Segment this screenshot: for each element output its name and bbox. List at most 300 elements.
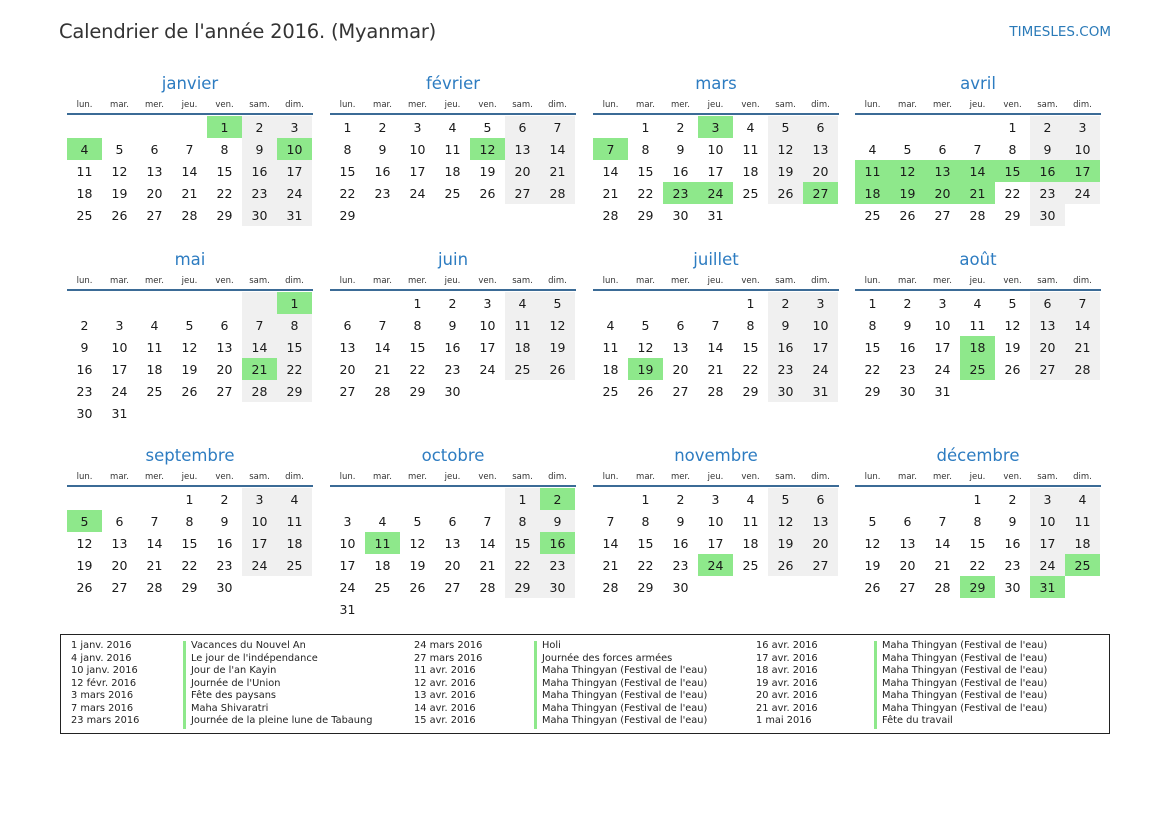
day-cell: 1 (746, 295, 755, 311)
legend-date: 12 avr. 2016 (414, 677, 476, 689)
day-cell: 31 (111, 405, 128, 421)
empty-cell (67, 488, 102, 510)
day-cell: 29 (277, 380, 312, 402)
day-cell: 8 (868, 317, 877, 333)
day-cell: 27 (339, 383, 356, 399)
day-cell: 14 (479, 535, 496, 551)
month-7 (593, 250, 839, 402)
day-cell: 20 (672, 361, 689, 377)
empty-cell (855, 488, 890, 510)
day-cell: 8 (641, 141, 650, 157)
weekday-label: sam. (1037, 472, 1058, 482)
empty-cell (172, 292, 207, 314)
day-cell: 21 (1065, 336, 1100, 358)
day-cell: 13 (803, 138, 838, 160)
weekday-label: mar. (898, 472, 917, 482)
month-name: février (425, 74, 481, 93)
weekday-label: jeu. (969, 472, 986, 482)
holiday-day: 5 (67, 510, 102, 532)
month-name: avril (960, 74, 996, 93)
day-cell: 13 (505, 138, 540, 160)
weekday-label: mar. (636, 100, 655, 110)
day-cell: 10 (707, 141, 724, 157)
day-cell: 29 (1004, 207, 1021, 223)
legend-holiday-name: Maha Thingyan (Festival de l'eau) (542, 690, 708, 701)
day-cell: 21 (707, 361, 724, 377)
day-cell: 31 (803, 380, 838, 402)
day-cell: 2 (768, 292, 803, 314)
day-cell: 12 (768, 138, 803, 160)
day-cell: 16 (672, 535, 689, 551)
day-cell: 21 (602, 185, 619, 201)
day-cell: 24 (111, 383, 128, 399)
empty-cell (593, 488, 628, 510)
day-cell: 23 (1004, 557, 1021, 573)
day-cell: 7 (606, 513, 615, 529)
day-cell: 24 (479, 361, 496, 377)
weekday-label: jeu. (707, 276, 724, 286)
day-cell: 2 (1030, 116, 1065, 138)
day-cell: 22 (409, 361, 426, 377)
weekday-label: ven. (215, 100, 234, 110)
weekday-label: ven. (215, 276, 234, 286)
day-cell: 8 (413, 317, 422, 333)
day-cell: 6 (803, 488, 838, 510)
day-cell: 15 (742, 339, 759, 355)
day-cell: 6 (150, 141, 159, 157)
day-cell: 2 (1008, 491, 1017, 507)
month-6 (330, 250, 576, 402)
weekday-label: dim. (811, 100, 830, 110)
day-cell: 9 (903, 317, 912, 333)
day-cell: 21 (146, 557, 163, 573)
day-cell: 19 (1004, 339, 1021, 355)
day-cell: 20 (803, 160, 838, 182)
day-cell: 17 (803, 336, 838, 358)
day-cell: 21 (934, 557, 951, 573)
day-cell: 28 (146, 579, 163, 595)
weekday-label: mer. (408, 472, 427, 482)
month-name: mai (174, 250, 206, 269)
day-cell: 25 (277, 554, 312, 576)
header-divider (855, 289, 1101, 291)
weekday-label: dim. (811, 276, 830, 286)
day-cell: 23 (374, 185, 391, 201)
day-cell: 13 (339, 339, 356, 355)
month-3 (593, 74, 839, 226)
weekday-label: mar. (898, 100, 917, 110)
day-cell: 16 (768, 336, 803, 358)
month-name: août (959, 250, 997, 269)
day-cell: 10 (409, 141, 426, 157)
weekday-label: lun. (76, 472, 93, 482)
day-cell: 11 (742, 513, 759, 529)
day-cell: 29 (505, 576, 540, 598)
holiday-day: 20 (925, 182, 960, 204)
weekday-label: mer. (933, 100, 952, 110)
weekday-label: sam. (249, 276, 270, 286)
holiday-day: 17 (1065, 160, 1100, 182)
day-cell: 7 (540, 116, 575, 138)
day-cell: 30 (1030, 204, 1065, 226)
legend-holiday-name: Maha Thingyan (Festival de l'eau) (882, 640, 1048, 651)
weekday-label: lun. (339, 472, 356, 482)
empty-cell (698, 292, 733, 314)
day-cell: 16 (1004, 535, 1021, 551)
day-cell: 4 (150, 317, 159, 333)
weekday-header (330, 470, 576, 484)
day-cell: 18 (742, 163, 759, 179)
day-cell: 28 (602, 207, 619, 223)
day-cell: 25 (444, 185, 461, 201)
weekday-label: ven. (1003, 100, 1022, 110)
day-cell: 4 (868, 141, 877, 157)
day-cell: 3 (938, 295, 947, 311)
day-cell: 12 (181, 339, 198, 355)
month-2 (330, 74, 576, 226)
legend-date: 17 avr. 2016 (756, 652, 818, 664)
header-divider (593, 113, 839, 115)
day-cell: 7 (1065, 292, 1100, 314)
brand-link[interactable]: TIMESLES.COM (1009, 24, 1111, 40)
day-cell: 18 (277, 532, 312, 554)
legend-color-bar (534, 641, 537, 729)
day-cell: 2 (448, 295, 457, 311)
day-grid (855, 488, 1101, 598)
holiday-day: 3 (698, 116, 733, 138)
day-cell: 23 (540, 554, 575, 576)
day-cell: 15 (969, 535, 986, 551)
day-grid (330, 488, 576, 620)
day-cell: 30 (242, 204, 277, 226)
empty-cell (925, 488, 960, 510)
legend-date: 7 mars 2016 (71, 702, 134, 714)
day-cell: 9 (220, 513, 229, 529)
day-cell: 18 (742, 535, 759, 551)
day-cell: 9 (540, 510, 575, 532)
empty-cell (400, 488, 435, 510)
day-cell: 16 (76, 361, 93, 377)
day-cell: 21 (540, 160, 575, 182)
day-cell: 13 (444, 535, 461, 551)
day-cell: 20 (339, 361, 356, 377)
weekday-label: lun. (864, 276, 881, 286)
weekday-label: jeu. (181, 472, 198, 482)
day-grid (855, 292, 1101, 402)
weekday-label: sam. (512, 472, 533, 482)
day-cell: 10 (707, 513, 724, 529)
weekday-label: jeu. (969, 100, 986, 110)
day-cell: 7 (242, 314, 277, 336)
weekday-header (330, 274, 576, 288)
holiday-day: 21 (242, 358, 277, 380)
day-cell: 26 (768, 554, 803, 576)
weekday-label: jeu. (181, 100, 198, 110)
day-cell: 5 (768, 488, 803, 510)
day-cell: 13 (672, 339, 689, 355)
day-cell: 20 (899, 557, 916, 573)
day-cell: 21 (374, 361, 391, 377)
day-cell: 13 (803, 510, 838, 532)
holiday-day: 10 (277, 138, 312, 160)
holiday-day: 21 (960, 182, 995, 204)
day-cell: 12 (76, 535, 93, 551)
day-cell: 18 (505, 336, 540, 358)
day-cell: 27 (672, 383, 689, 399)
day-cell: 27 (146, 207, 163, 223)
day-cell: 1 (343, 119, 352, 135)
page-title: Calendrier de l'année 2016. (Myanmar) (59, 20, 437, 43)
day-cell: 31 (707, 207, 724, 223)
day-cell: 7 (185, 141, 194, 157)
day-cell: 9 (80, 339, 89, 355)
day-cell: 31 (277, 204, 312, 226)
day-cell: 3 (803, 292, 838, 314)
day-cell: 26 (76, 579, 93, 595)
weekday-label: mer. (671, 276, 690, 286)
day-cell: 14 (540, 138, 575, 160)
holiday-day: 27 (803, 182, 838, 204)
day-cell: 28 (479, 579, 496, 595)
day-cell: 4 (448, 119, 457, 135)
day-cell: 23 (672, 557, 689, 573)
day-cell: 3 (277, 116, 312, 138)
weekday-label: lun. (602, 100, 619, 110)
day-cell: 6 (343, 317, 352, 333)
empty-cell (470, 488, 505, 510)
day-cell: 26 (768, 182, 803, 204)
weekday-label: sam. (512, 100, 533, 110)
weekday-label: sam. (775, 100, 796, 110)
empty-cell (925, 116, 960, 138)
day-cell: 5 (903, 141, 912, 157)
empty-cell (855, 116, 890, 138)
holiday-day: 18 (855, 182, 890, 204)
day-cell: 17 (934, 339, 951, 355)
empty-cell (102, 488, 137, 510)
legend-holiday-name: Maha Thingyan (Festival de l'eau) (882, 652, 1048, 664)
day-cell: 12 (1004, 317, 1021, 333)
day-cell: 30 (899, 383, 916, 399)
legend-holiday-name: Maha Thingyan (Festival de l'eau) (542, 677, 708, 689)
day-cell: 7 (378, 317, 387, 333)
day-cell: 19 (864, 557, 881, 573)
day-cell: 16 (444, 339, 461, 355)
day-cell: 10 (1030, 510, 1065, 532)
day-cell: 15 (409, 339, 426, 355)
day-cell: 14 (602, 163, 619, 179)
day-cell: 1 (413, 295, 422, 311)
day-cell: 14 (181, 163, 198, 179)
day-cell: 24 (339, 579, 356, 595)
day-cell: 20 (803, 532, 838, 554)
weekday-label: jeu. (707, 472, 724, 482)
weekday-label: lun. (602, 472, 619, 482)
empty-cell (365, 292, 400, 314)
day-cell: 26 (111, 207, 128, 223)
day-cell: 9 (676, 141, 685, 157)
day-cell: 17 (111, 361, 128, 377)
weekday-header (67, 98, 313, 112)
day-cell: 28 (1065, 358, 1100, 380)
holiday-day: 12 (890, 160, 925, 182)
day-cell: 5 (413, 513, 422, 529)
day-cell: 25 (742, 185, 759, 201)
day-cell: 4 (378, 513, 387, 529)
day-cell: 25 (602, 383, 619, 399)
holiday-day: 16 (1030, 160, 1065, 182)
day-cell: 4 (746, 119, 755, 135)
day-cell: 31 (339, 601, 356, 617)
legend-holiday-name: Fête du travail (882, 715, 953, 726)
legend-date: 3 mars 2016 (71, 690, 134, 701)
day-cell: 24 (1030, 554, 1065, 576)
day-cell: 16 (899, 339, 916, 355)
weekday-label: sam. (775, 276, 796, 286)
day-cell: 21 (602, 557, 619, 573)
month-name: juin (437, 250, 469, 269)
empty-cell (67, 292, 102, 314)
day-cell: 8 (505, 510, 540, 532)
day-cell: 2 (220, 491, 229, 507)
day-cell: 29 (637, 207, 654, 223)
header-divider (67, 113, 313, 115)
day-cell: 19 (409, 557, 426, 573)
header-divider (330, 485, 576, 487)
holiday-day: 23 (663, 182, 698, 204)
day-cell: 27 (444, 579, 461, 595)
month-11 (593, 446, 839, 598)
weekday-label: mer. (145, 100, 164, 110)
legend-holiday-name: Maha Thingyan (Festival de l'eau) (542, 702, 708, 714)
weekday-label: lun. (339, 276, 356, 286)
day-cell: 9 (242, 138, 277, 160)
day-cell: 27 (899, 579, 916, 595)
day-cell: 11 (444, 141, 461, 157)
weekday-label: mar. (898, 276, 917, 286)
weekday-label: sam. (249, 472, 270, 482)
weekday-label: jeu. (444, 100, 461, 110)
legend-holiday-name: Holi (542, 640, 561, 651)
holiday-day: 14 (960, 160, 995, 182)
day-cell: 23 (444, 361, 461, 377)
empty-cell (890, 488, 925, 510)
day-cell: 29 (637, 579, 654, 595)
day-cell: 19 (111, 185, 128, 201)
weekday-label: dim. (1073, 472, 1092, 482)
day-cell: 18 (76, 185, 93, 201)
month-name: septembre (145, 446, 235, 465)
day-cell: 13 (1030, 314, 1065, 336)
legend-date: 15 avr. 2016 (414, 715, 476, 726)
empty-cell (67, 116, 102, 138)
day-cell: 5 (483, 119, 492, 135)
month-name: décembre (936, 446, 1020, 465)
day-cell: 18 (602, 361, 619, 377)
day-cell: 3 (1030, 488, 1065, 510)
empty-cell (365, 488, 400, 510)
month-9 (67, 446, 313, 598)
legend-holiday-name: Maha Thingyan (Festival de l'eau) (542, 715, 708, 726)
day-cell: 9 (1008, 513, 1017, 529)
day-cell: 22 (1004, 185, 1021, 201)
holiday-day: 15 (995, 160, 1030, 182)
day-cell: 2 (676, 491, 685, 507)
weekday-header (855, 470, 1101, 484)
weekday-label: mar. (110, 472, 129, 482)
weekday-header (593, 274, 839, 288)
day-cell: 20 (444, 557, 461, 573)
weekday-header (593, 98, 839, 112)
day-cell: 5 (868, 513, 877, 529)
day-cell: 1 (185, 491, 194, 507)
day-cell: 14 (934, 535, 951, 551)
holiday-day: 2 (540, 488, 575, 510)
holiday-day: 31 (1030, 576, 1065, 598)
day-cell: 26 (637, 383, 654, 399)
weekday-label: sam. (512, 276, 533, 286)
holiday-day: 18 (960, 336, 995, 358)
weekday-label: mar. (636, 472, 655, 482)
day-cell: 28 (242, 380, 277, 402)
day-cell: 28 (374, 383, 391, 399)
legend-holiday-name: Le jour de l'indépendance (191, 652, 318, 664)
legend-dates-column (414, 640, 482, 728)
day-cell: 18 (374, 557, 391, 573)
day-cell: 14 (242, 336, 277, 358)
holiday-day: 24 (698, 182, 733, 204)
day-cell: 26 (1004, 361, 1021, 377)
day-cell: 11 (146, 339, 163, 355)
day-cell: 10 (479, 317, 496, 333)
empty-cell (960, 116, 995, 138)
day-cell: 27 (803, 554, 838, 576)
day-cell: 17 (479, 339, 496, 355)
holiday-day: 13 (925, 160, 960, 182)
day-cell: 9 (378, 141, 387, 157)
day-cell: 29 (864, 383, 881, 399)
day-cell: 7 (973, 141, 982, 157)
day-cell: 20 (1030, 336, 1065, 358)
day-cell: 22 (277, 358, 312, 380)
day-cell: 30 (672, 207, 689, 223)
legend-dates-column (71, 640, 139, 728)
day-cell: 29 (216, 207, 233, 223)
empty-cell (593, 116, 628, 138)
weekday-header (855, 98, 1101, 112)
day-cell: 10 (1065, 138, 1100, 160)
day-cell: 19 (181, 361, 198, 377)
holiday-day: 19 (890, 182, 925, 204)
legend-names-column (191, 640, 372, 728)
month-10 (330, 446, 576, 620)
day-grid (855, 116, 1101, 226)
weekday-label: ven. (478, 100, 497, 110)
legend-holiday-name: Maha Thingyan (Festival de l'eau) (882, 677, 1048, 689)
day-cell: 17 (242, 532, 277, 554)
weekday-label: mer. (145, 472, 164, 482)
day-cell: 5 (768, 116, 803, 138)
day-cell: 20 (111, 557, 128, 573)
day-cell: 15 (505, 532, 540, 554)
day-cell: 17 (277, 160, 312, 182)
day-cell: 12 (637, 339, 654, 355)
day-cell: 29 (181, 579, 198, 595)
empty-cell (137, 116, 172, 138)
empty-cell (137, 488, 172, 510)
day-cell: 13 (111, 535, 128, 551)
day-cell: 25 (146, 383, 163, 399)
